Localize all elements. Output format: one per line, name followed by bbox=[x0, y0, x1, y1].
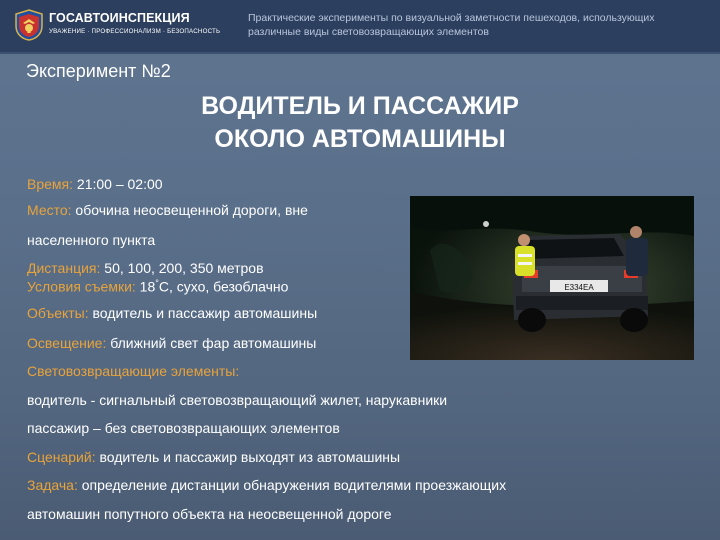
lighting-label: Освещение: bbox=[27, 335, 107, 351]
night-car-photo bbox=[410, 196, 694, 360]
lighting-value: ближний свет фар автомашины bbox=[106, 335, 317, 351]
task-row bbox=[27, 477, 506, 493]
scenario-row bbox=[27, 449, 400, 465]
place-value-continued: населенного пункта bbox=[27, 232, 156, 248]
header-bar bbox=[0, 0, 720, 52]
task-label: Задача: bbox=[27, 477, 78, 493]
header-divider bbox=[0, 52, 720, 54]
org-tagline: УВАЖЕНИЕ · ПРОФЕССИОНАЛИЗМ · БЕЗОПАСНОСТЬ bbox=[49, 28, 221, 35]
objects-row bbox=[27, 305, 317, 321]
conditions-rest: С, сухо, безоблачно bbox=[158, 278, 289, 295]
scenario-value: водитель и пассажир выходят из автомашины bbox=[95, 449, 401, 465]
place-label: Место: bbox=[27, 202, 72, 218]
place-value: обочина неосвещенной дороги, вне bbox=[71, 202, 308, 218]
night-car-photo-illustration bbox=[410, 196, 694, 360]
page-title-line: ВОДИТЕЛЬ И ПАССАЖИР bbox=[201, 92, 519, 120]
lighting-row bbox=[27, 335, 316, 351]
distance-value: 50, 100, 200, 350 метров bbox=[100, 260, 264, 276]
place-row-continued bbox=[27, 232, 155, 248]
degree-sign: ° bbox=[155, 278, 159, 288]
objects-label: Объекты: bbox=[27, 305, 89, 321]
experiment-label: Эксперимент №2 bbox=[26, 61, 171, 81]
time-label: Время: bbox=[27, 176, 74, 192]
task-value: определение дистанции обнаружения водителями проезжающих bbox=[77, 477, 507, 493]
task-value-continued: автомашин попутного объекта на неосвещенной дороге bbox=[27, 506, 392, 522]
org-name: ГОСАВТОИНСПЕКЦИЯ bbox=[49, 11, 190, 25]
page-title-line: ОКОЛО АВТОМАШИНЫ bbox=[214, 125, 506, 153]
conditions-temp: 18 bbox=[135, 278, 156, 295]
reflective-driver: водитель - сигнальный световозвращающий жилет, нарукавники bbox=[27, 392, 448, 408]
reflective-passenger: пассажир – без световозвращающих элементов bbox=[27, 420, 340, 436]
conditions-label: Условия съемки: bbox=[27, 278, 136, 295]
distance-row bbox=[27, 260, 264, 276]
header-subtitle: Практические эксперименты по визуальной заметности пешеходов, использующих различные виды световозвращающих элементов bbox=[248, 12, 655, 38]
reflective-line bbox=[27, 420, 340, 436]
scenario-label: Сценарий: bbox=[27, 449, 96, 465]
gai-emblem-icon bbox=[14, 9, 44, 41]
license-plate: Е334ЕА bbox=[564, 283, 594, 292]
conditions-row bbox=[27, 278, 288, 295]
page-title bbox=[0, 90, 720, 156]
place-row bbox=[27, 202, 308, 218]
objects-value: водитель и пассажир автомашины bbox=[88, 305, 318, 321]
reflective-row bbox=[27, 363, 239, 379]
reflective-line bbox=[27, 392, 447, 408]
time-value: 21:00 – 02:00 bbox=[73, 176, 163, 192]
distance-label: Дистанция: bbox=[27, 260, 101, 276]
task-row-continued bbox=[27, 506, 391, 522]
reflective-label: Световозвращающие элементы: bbox=[27, 363, 240, 379]
time-row bbox=[27, 176, 163, 192]
